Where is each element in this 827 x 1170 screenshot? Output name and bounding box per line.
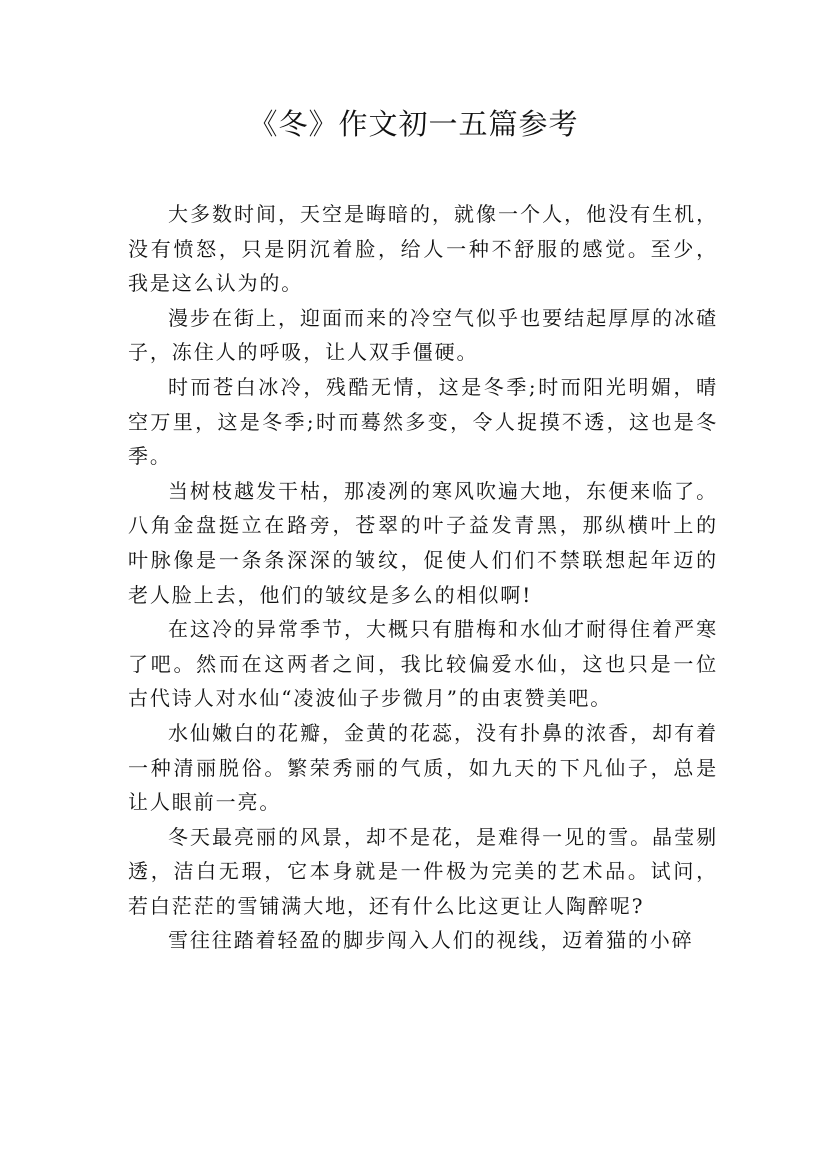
paragraph: 漫步在街上，迎面而来的冷空气似乎也要结起厚厚的冰碴子，冻住人的呼吸，让人双手僵硬。: [128, 305, 718, 365]
paragraph: 当树枝越发干枯，那凌冽的寒风吹遍大地，东便来临了。八角金盘挺立在路旁，苍翠的叶子益发青黑，那纵横叶上的叶脉像是一条条深深的皱纹，促使人们们不禁联想起年迈的老人脸上去，他们的皱纹是多么的相似啊!: [128, 478, 718, 607]
paragraph: 冬天最亮丽的风景，却不是花，是难得一见的雪。晶莹剔透，洁白无瑕，它本身就是一件极为完美的艺术品。试问，若白茫茫的雪铺满大地，还有什么比这更让人陶醉呢?: [128, 824, 718, 918]
paragraph: 时而苍白冰冷，残酷无情，这是冬季;时而阳光明媚，晴空万里，这是冬季;时而蓦然多变，令人捉摸不透，这也是冬季。: [128, 374, 718, 469]
paragraph: 大多数时间，天空是晦暗的，就像一个人，他没有生机，没有愤怒，只是阴沉着脸，给人一种不舒服的感觉。至少，我是这么认为的。: [128, 202, 718, 296]
page-title: 《冬》作文初一五篇参考: [248, 107, 579, 141]
paragraph: 在这冷的异常季节，大概只有腊梅和水仙才耐得住着严寒了吧。然而在这两者之间，我比较偏爱水仙，这也只是一位古代诗人对水仙“凌波仙子步微月”的由衷赞美吧。: [128, 617, 718, 711]
paragraph: 雪往往踏着轻盈的脚步闯入人们的视线，迈着猫的小碎: [168, 928, 694, 953]
article-body: [128, 197, 718, 958]
paragraph: 水仙嫩白的花瓣，金黄的花蕊，没有扑鼻的浓香，却有着一种清丽脱俗。繁荣秀丽的气质，如九天的下凡仙子，总是让人眼前一亮。: [128, 720, 718, 815]
